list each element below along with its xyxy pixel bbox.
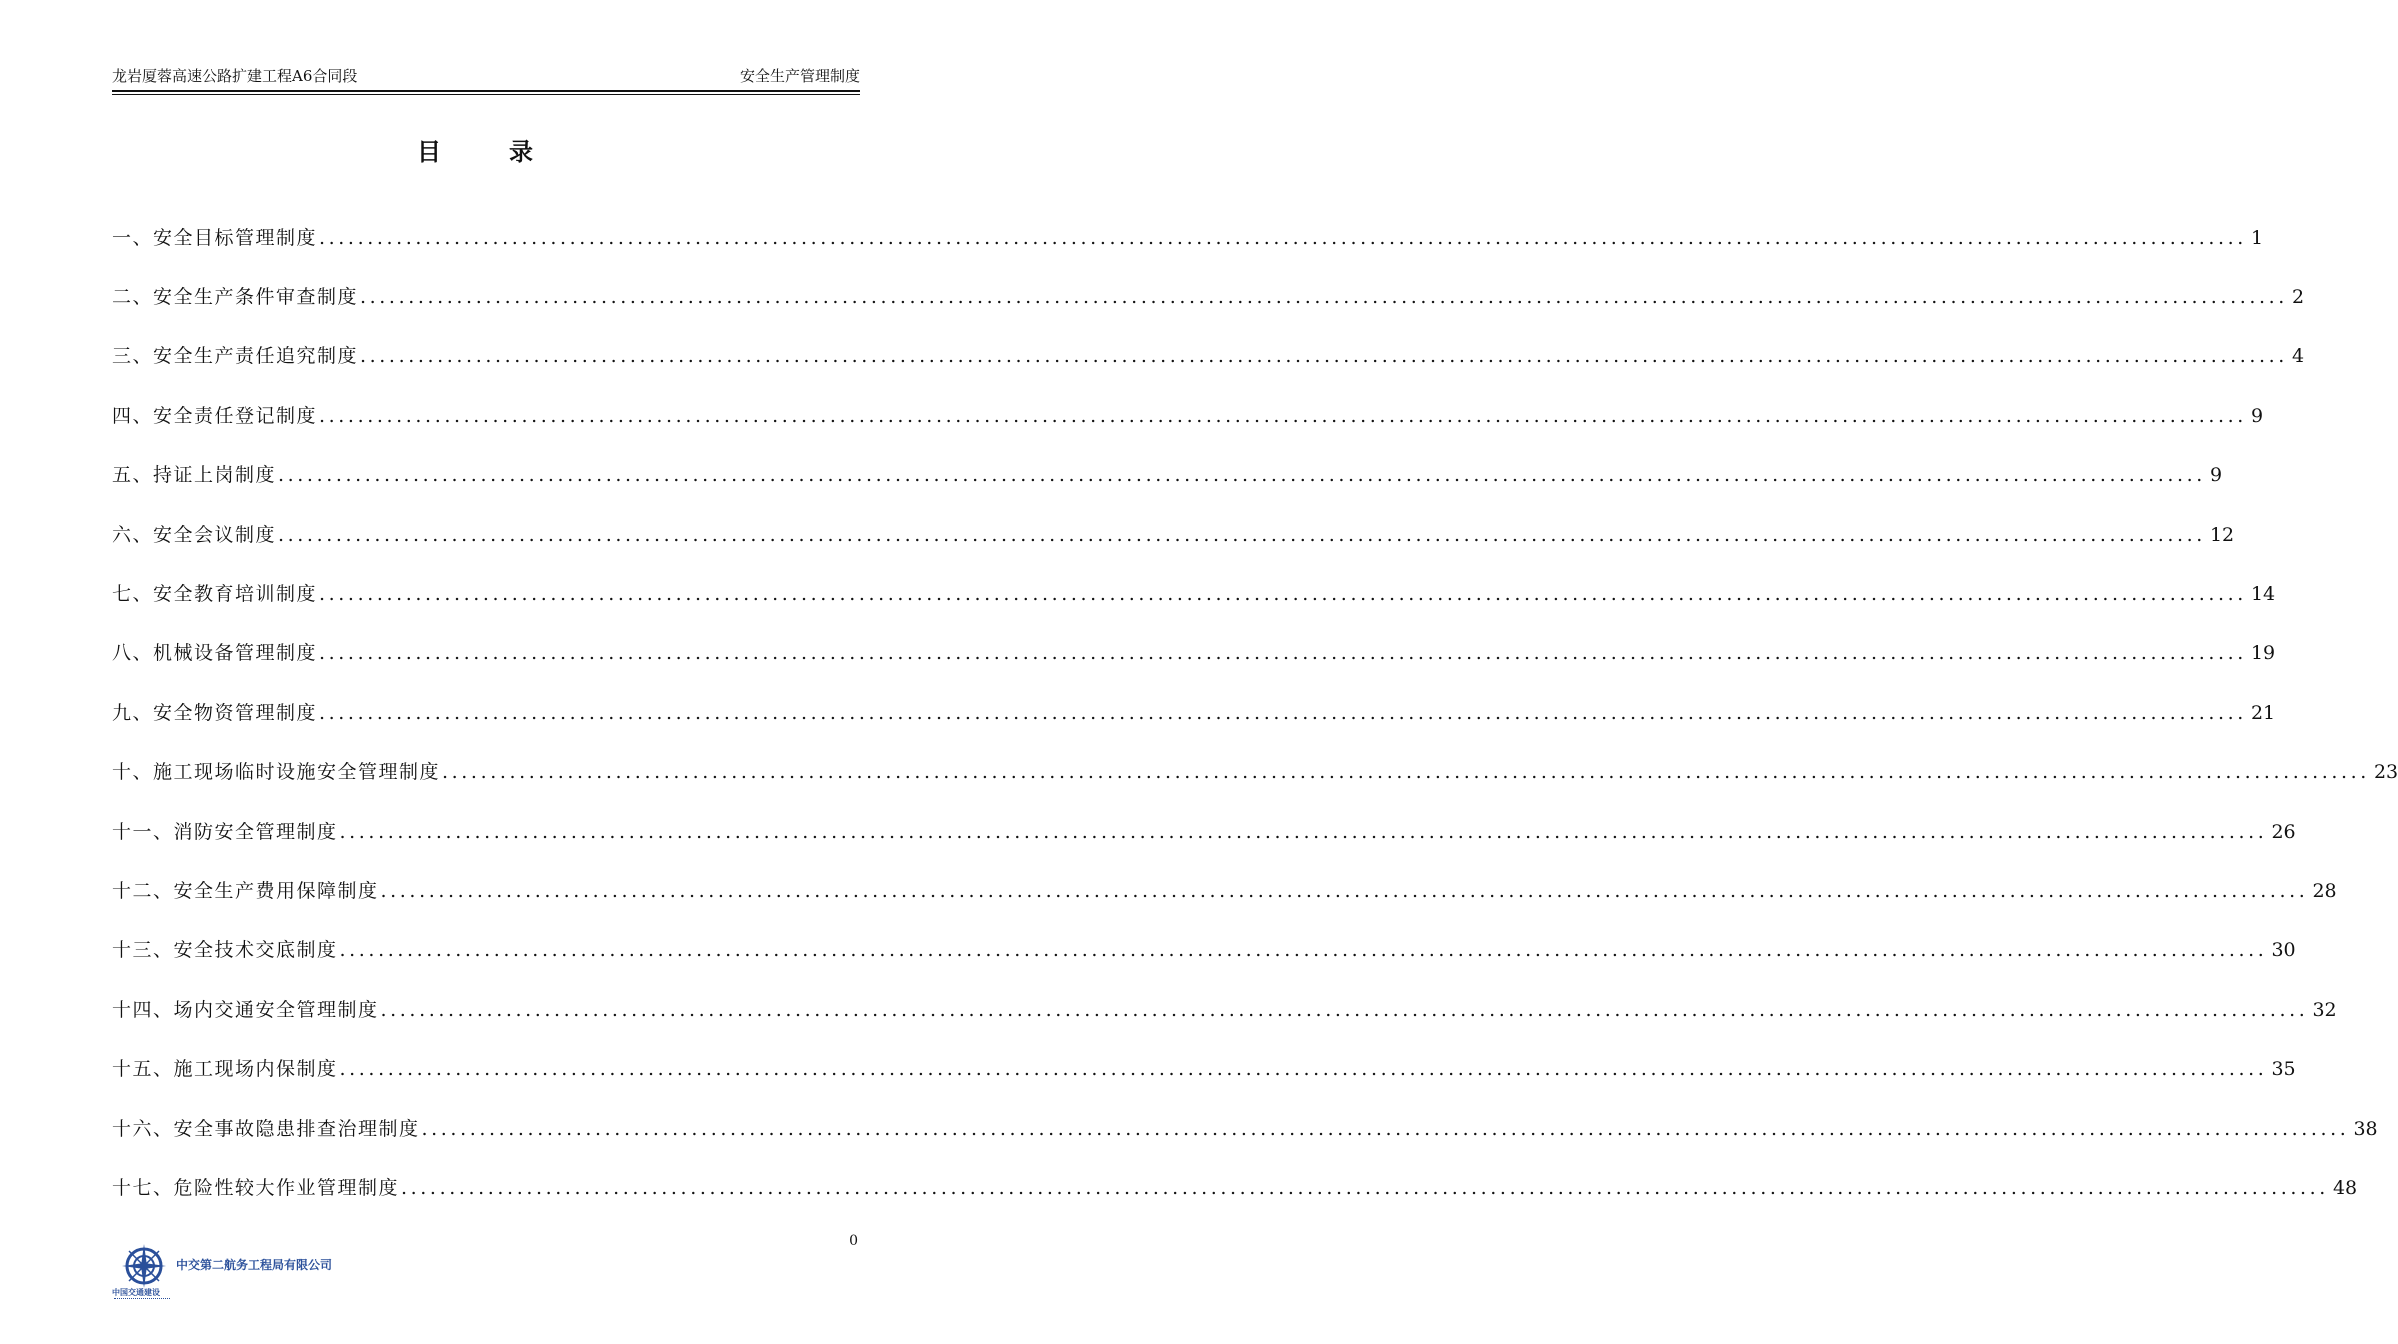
toc-entry-label: 十一、消防安全管理制度 bbox=[112, 817, 340, 847]
toc-entry[interactable] bbox=[112, 208, 2264, 267]
toc-leader-dots: ........................................................................................................................................................................................................ bbox=[360, 286, 2288, 309]
header-project-name: 龙岩厦蓉高速公路扩建工程A6合同段 bbox=[112, 67, 358, 85]
logo-underline bbox=[114, 1298, 170, 1303]
toc-entry[interactable] bbox=[112, 267, 2305, 326]
toc-entry[interactable] bbox=[112, 386, 2264, 445]
toc-entry-page: 4 bbox=[2291, 345, 2305, 368]
toc-leader-dots: ........................................................................................................................................................................................................ bbox=[278, 464, 2206, 487]
toc-entry-page: 1 bbox=[2250, 226, 2264, 249]
toc-entry[interactable] bbox=[112, 446, 2223, 505]
toc-title: 目录 bbox=[417, 138, 601, 166]
toc-leader-dots: ........................................................................................................................................................................................................ bbox=[442, 761, 2370, 784]
toc-entry-label: 十六、安全事故隐患排查治理制度 bbox=[112, 1114, 422, 1144]
toc-leader-dots: ........................................................................................................................................................................................................ bbox=[319, 583, 2247, 606]
toc-entry[interactable] bbox=[112, 980, 2337, 1039]
toc-entry-label: 九、安全物资管理制度 bbox=[112, 698, 319, 728]
toc-entry-page: 35 bbox=[2271, 1058, 2296, 1081]
toc-entry-page: 32 bbox=[2312, 998, 2337, 1021]
toc-leader-dots: ........................................................................................................................................................................................................ bbox=[278, 523, 2206, 546]
toc-entry[interactable] bbox=[112, 624, 2276, 683]
toc-leader-dots: ........................................................................................................................................................................................................ bbox=[339, 1058, 2268, 1081]
table-of-contents bbox=[112, 208, 2398, 1218]
toc-entry[interactable] bbox=[112, 861, 2337, 920]
toc-entry-label: 八、机械设备管理制度 bbox=[112, 638, 319, 668]
toc-entry-page: 14 bbox=[2250, 583, 2276, 606]
toc-entry-label: 六、安全会议制度 bbox=[112, 520, 278, 550]
toc-entry[interactable] bbox=[112, 505, 2235, 564]
toc-entry-label: 十三、安全技术交底制度 bbox=[112, 935, 340, 965]
toc-entry-page: 12 bbox=[2209, 523, 2235, 546]
toc-leader-dots: ........................................................................................................................................................................................................ bbox=[339, 939, 2268, 962]
toc-entry-page: 23 bbox=[2373, 761, 2398, 784]
toc-entry-label: 五、持证上岗制度 bbox=[112, 460, 278, 490]
toc-leader-dots: ........................................................................................................................................................................................................ bbox=[380, 879, 2309, 902]
toc-leader-dots: ........................................................................................................................................................................................................ bbox=[360, 345, 2288, 368]
toc-entry[interactable] bbox=[112, 921, 2296, 980]
toc-entry-label: 七、安全教育培训制度 bbox=[112, 579, 319, 609]
toc-entry-label: 四、安全责任登记制度 bbox=[112, 401, 319, 431]
toc-leader-dots: ........................................................................................................................................................................................................ bbox=[339, 820, 2268, 843]
toc-entry[interactable] bbox=[112, 1099, 2378, 1158]
toc-entry-label: 二、安全生产条件审查制度 bbox=[112, 282, 360, 312]
toc-entry[interactable] bbox=[112, 683, 2276, 742]
toc-entry[interactable] bbox=[112, 743, 2398, 802]
toc-entry-label: 三、安全生产责任追究制度 bbox=[112, 341, 360, 371]
toc-leader-dots: ........................................................................................................................................................................................................ bbox=[401, 1176, 2329, 1199]
page-number: 0 bbox=[849, 1233, 858, 1249]
toc-entry-page: 2 bbox=[2291, 286, 2305, 309]
toc-entry[interactable] bbox=[112, 564, 2276, 623]
toc-entry-page: 9 bbox=[2209, 464, 2223, 487]
company-name: 中交第二航务工程局有限公司 bbox=[176, 1258, 333, 1272]
toc-entry-label: 十七、危险性较大作业管理制度 bbox=[112, 1173, 401, 1203]
toc-entry-page: 30 bbox=[2271, 939, 2296, 962]
toc-entry[interactable] bbox=[112, 1158, 2358, 1217]
toc-entry-page: 21 bbox=[2250, 701, 2276, 724]
toc-leader-dots: ........................................................................................................................................................................................................ bbox=[319, 226, 2247, 249]
toc-leader-dots: ........................................................................................................................................................................................................ bbox=[319, 701, 2247, 724]
page-header bbox=[112, 64, 860, 92]
toc-entry-page: 9 bbox=[2250, 404, 2264, 427]
toc-entry-page: 26 bbox=[2271, 820, 2296, 843]
logo-caption: 中国交通建设 bbox=[112, 1288, 160, 1297]
toc-entry-page: 48 bbox=[2332, 1176, 2358, 1199]
toc-entry[interactable] bbox=[112, 327, 2305, 386]
toc-entry-label: 十五、施工现场内保制度 bbox=[112, 1054, 340, 1084]
toc-leader-dots: ........................................................................................................................................................................................................ bbox=[319, 404, 2247, 427]
toc-entry-page: 28 bbox=[2312, 879, 2337, 902]
toc-entry[interactable] bbox=[112, 1039, 2296, 1098]
toc-leader-dots: ........................................................................................................................................................................................................ bbox=[380, 998, 2309, 1021]
toc-entry-page: 19 bbox=[2250, 642, 2276, 665]
toc-leader-dots: ........................................................................................................................................................................................................ bbox=[421, 1117, 2350, 1140]
toc-entry[interactable] bbox=[112, 802, 2296, 861]
toc-entry-page: 38 bbox=[2353, 1117, 2378, 1140]
toc-entry-label: 十四、场内交通安全管理制度 bbox=[112, 995, 381, 1025]
toc-leader-dots: ........................................................................................................................................................................................................ bbox=[319, 642, 2247, 665]
header-document-title: 安全生产管理制度 bbox=[739, 67, 860, 85]
toc-entry-label: 十二、安全生产费用保障制度 bbox=[112, 876, 381, 906]
toc-entry-label: 十、施工现场临时设施安全管理制度 bbox=[112, 757, 442, 787]
toc-entry-label: 一、安全目标管理制度 bbox=[112, 223, 319, 253]
